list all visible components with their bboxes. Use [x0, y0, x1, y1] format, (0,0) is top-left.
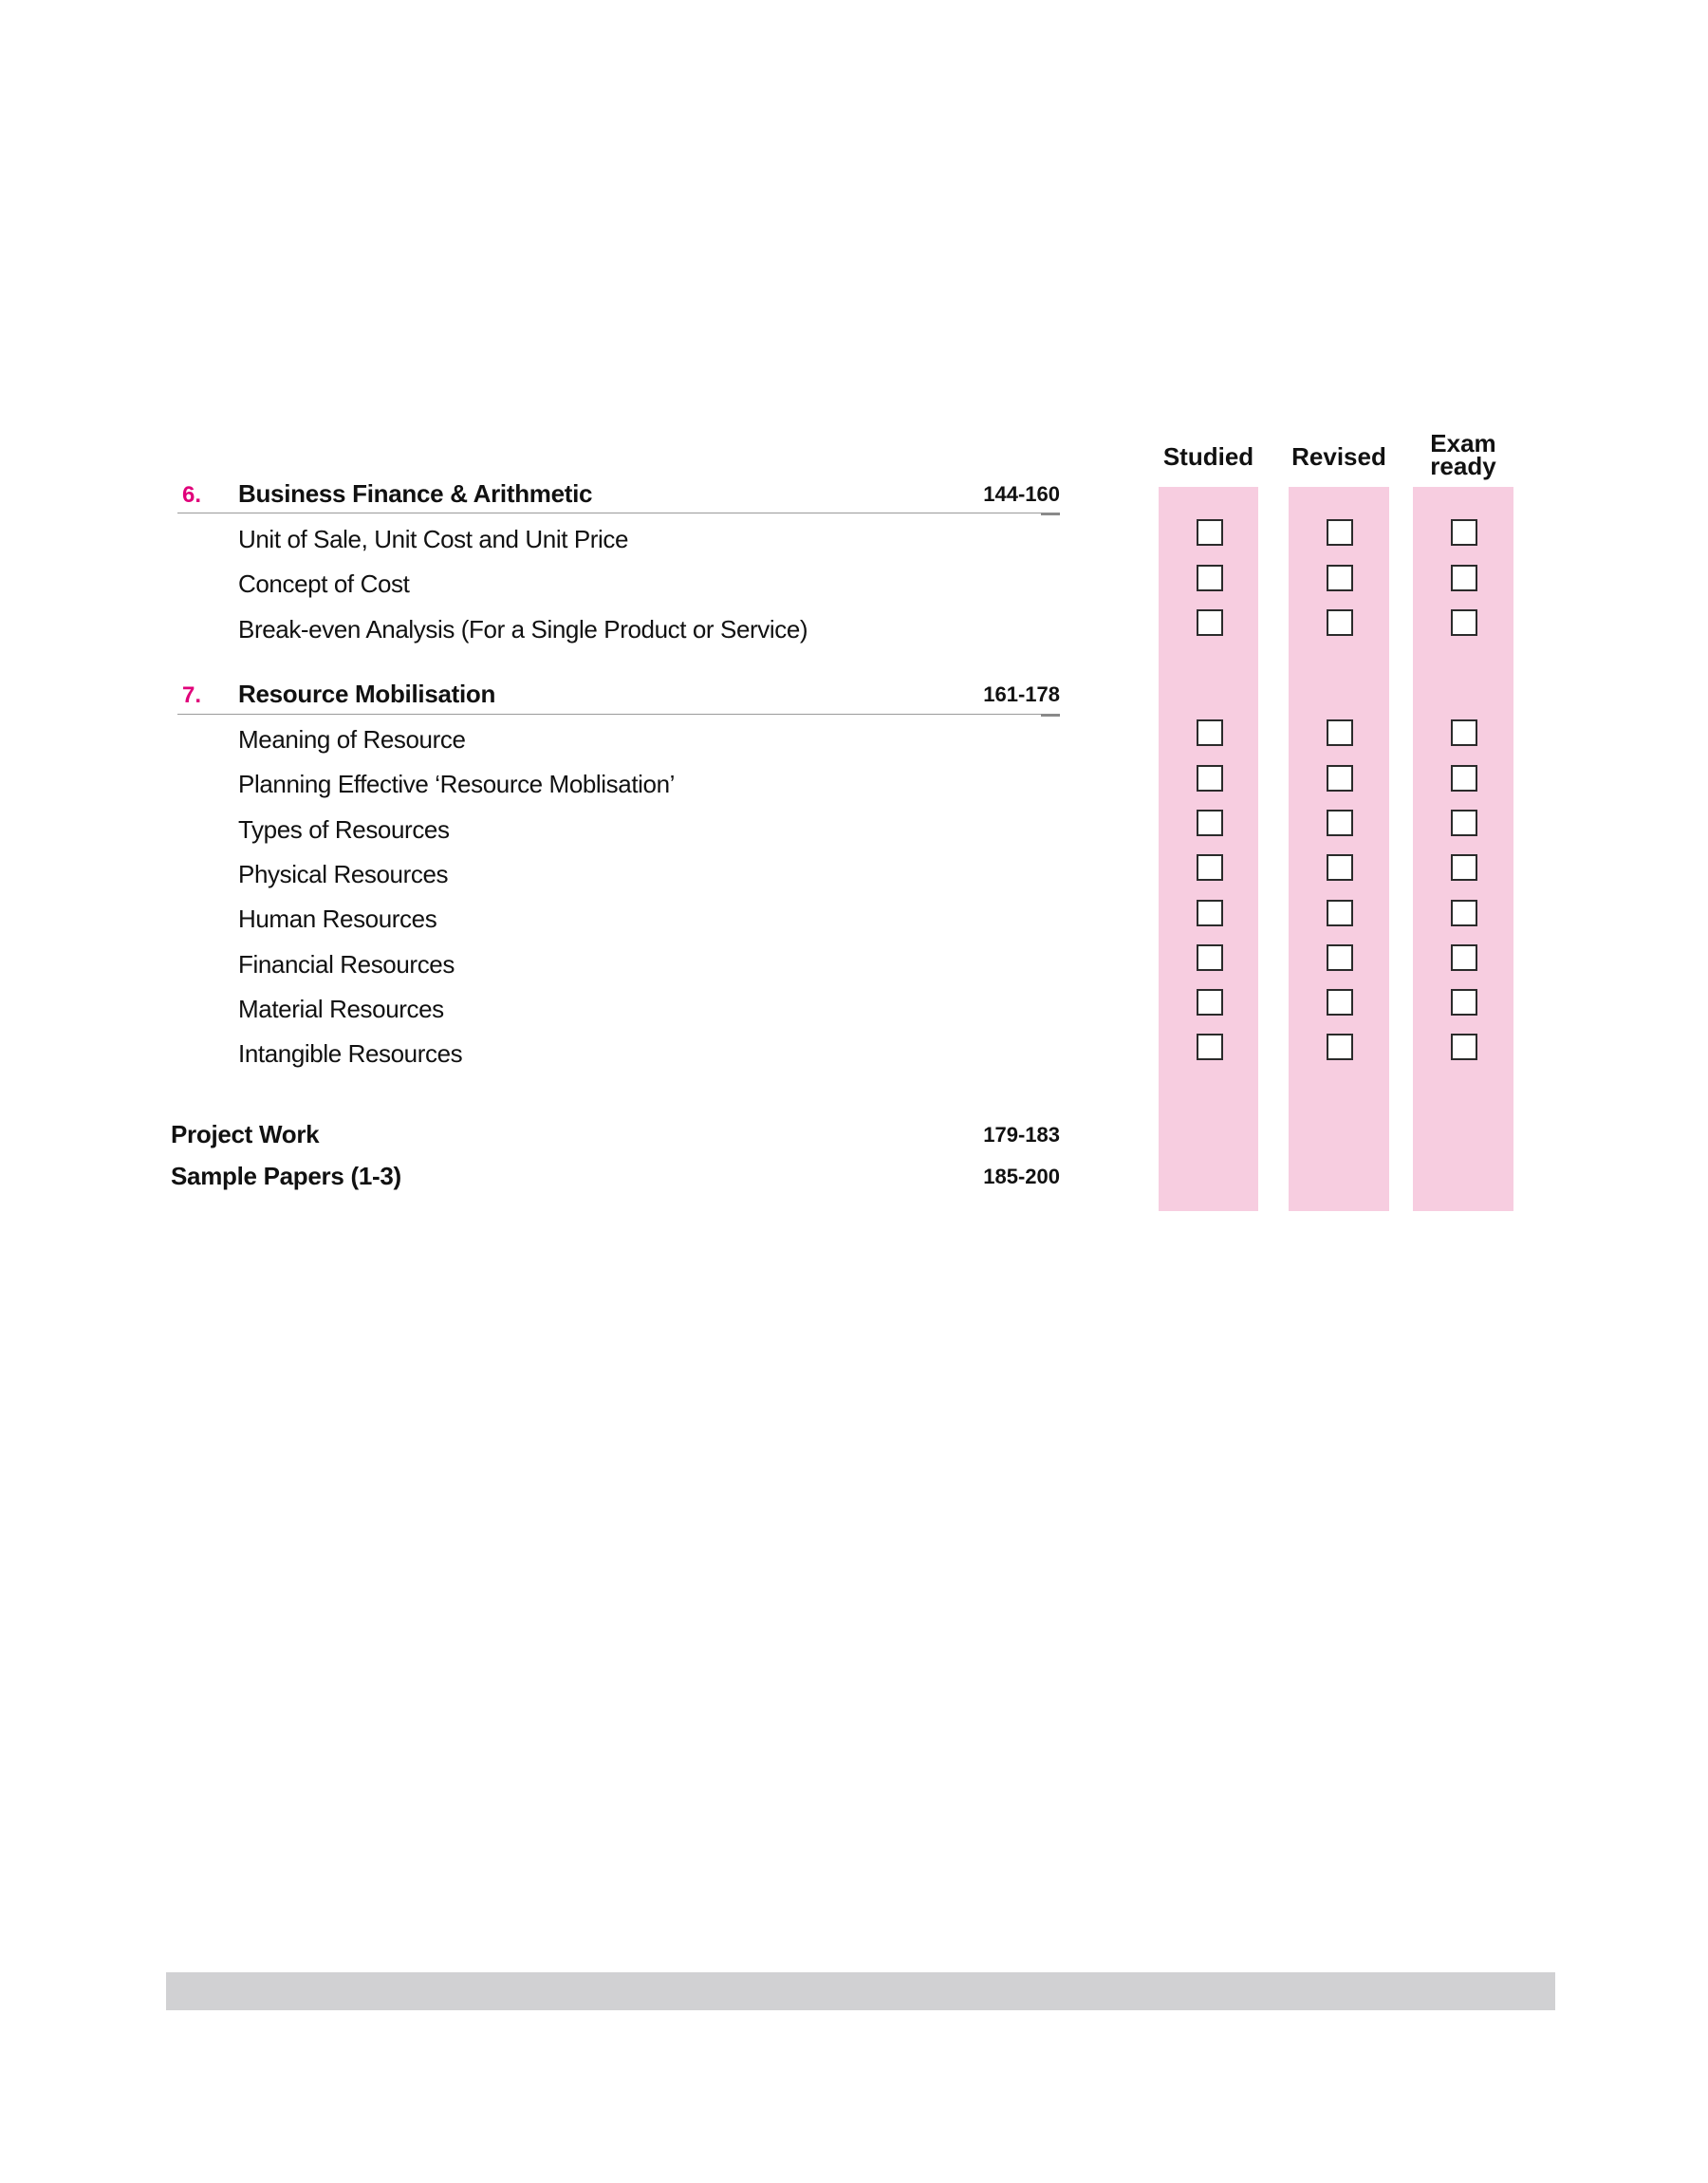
revised-checkbox[interactable]: [1327, 810, 1353, 836]
exam-ready-column: [1413, 487, 1513, 1211]
exam-ready-checkbox[interactable]: [1451, 810, 1477, 836]
revised-column-header: Revised: [1291, 442, 1386, 471]
topic-item: Planning Effective ‘Resource Moblisation’: [238, 770, 676, 798]
footer-bar: [166, 1972, 1555, 2010]
exam-ready-checkbox[interactable]: [1451, 765, 1477, 792]
extra-pages: 185-200: [983, 1165, 1060, 1188]
revised-checkbox[interactable]: [1327, 565, 1353, 591]
exam-ready-checkbox[interactable]: [1451, 900, 1477, 926]
studied-column-header: Studied: [1162, 442, 1254, 471]
studied-checkbox[interactable]: [1197, 810, 1223, 836]
exam-ready-column-header: Exam ready: [1430, 429, 1496, 480]
revised-checkbox[interactable]: [1327, 609, 1353, 636]
topic-item: Material Resources: [238, 995, 444, 1023]
topic-item: Break-even Analysis (For a Single Product or Service): [238, 615, 808, 644]
chapter-divider-tick: [1041, 714, 1060, 717]
topic-item: Meaning of Resource: [238, 725, 466, 754]
studied-column: [1159, 487, 1258, 1211]
chapter-divider: [177, 714, 1059, 715]
revised-column: [1289, 487, 1389, 1211]
extra-title: Project Work: [171, 1120, 320, 1148]
chapter-number: 7.: [182, 682, 202, 708]
revised-checkbox[interactable]: [1327, 944, 1353, 971]
studied-checkbox[interactable]: [1197, 765, 1223, 792]
exam-ready-checkbox[interactable]: [1451, 1034, 1477, 1060]
extra-pages: 179-183: [983, 1123, 1060, 1147]
studied-checkbox[interactable]: [1197, 719, 1223, 746]
revised-checkbox[interactable]: [1327, 765, 1353, 792]
revised-checkbox[interactable]: [1327, 1034, 1353, 1060]
chapter-pages: 144-160: [983, 482, 1060, 506]
studied-checkbox[interactable]: [1197, 519, 1223, 546]
revised-checkbox[interactable]: [1327, 519, 1353, 546]
chapter-title: Resource Mobilisation: [238, 680, 496, 708]
studied-checkbox[interactable]: [1197, 944, 1223, 971]
studied-checkbox[interactable]: [1197, 565, 1223, 591]
revised-checkbox[interactable]: [1327, 900, 1353, 926]
exam-ready-checkbox[interactable]: [1451, 519, 1477, 546]
topic-item: Physical Resources: [238, 860, 449, 888]
topic-item: Types of Resources: [238, 815, 450, 844]
exam-ready-checkbox[interactable]: [1451, 565, 1477, 591]
revised-checkbox[interactable]: [1327, 854, 1353, 881]
topic-item: Human Resources: [238, 905, 437, 933]
exam-ready-checkbox[interactable]: [1451, 989, 1477, 1016]
studied-checkbox[interactable]: [1197, 609, 1223, 636]
exam-ready-checkbox[interactable]: [1451, 719, 1477, 746]
exam-ready-checkbox[interactable]: [1451, 944, 1477, 971]
chapter-pages: 161-178: [983, 682, 1060, 706]
exam-ready-checkbox[interactable]: [1451, 609, 1477, 636]
topic-item: Intangible Resources: [238, 1039, 463, 1068]
studied-checkbox[interactable]: [1197, 1034, 1223, 1060]
studied-checkbox[interactable]: [1197, 900, 1223, 926]
chapter-number: 6.: [182, 482, 202, 508]
revised-checkbox[interactable]: [1327, 989, 1353, 1016]
studied-checkbox[interactable]: [1197, 989, 1223, 1016]
topic-item: Concept of Cost: [238, 569, 410, 598]
topic-item: Unit of Sale, Unit Cost and Unit Price: [238, 525, 629, 553]
studied-checkbox[interactable]: [1197, 854, 1223, 881]
chapter-title: Business Finance & Arithmetic: [238, 479, 593, 508]
exam-ready-checkbox[interactable]: [1451, 854, 1477, 881]
topic-item: Financial Resources: [238, 950, 455, 979]
extra-title: Sample Papers (1-3): [171, 1162, 401, 1190]
revised-checkbox[interactable]: [1327, 719, 1353, 746]
chapter-divider-tick: [1041, 513, 1060, 515]
